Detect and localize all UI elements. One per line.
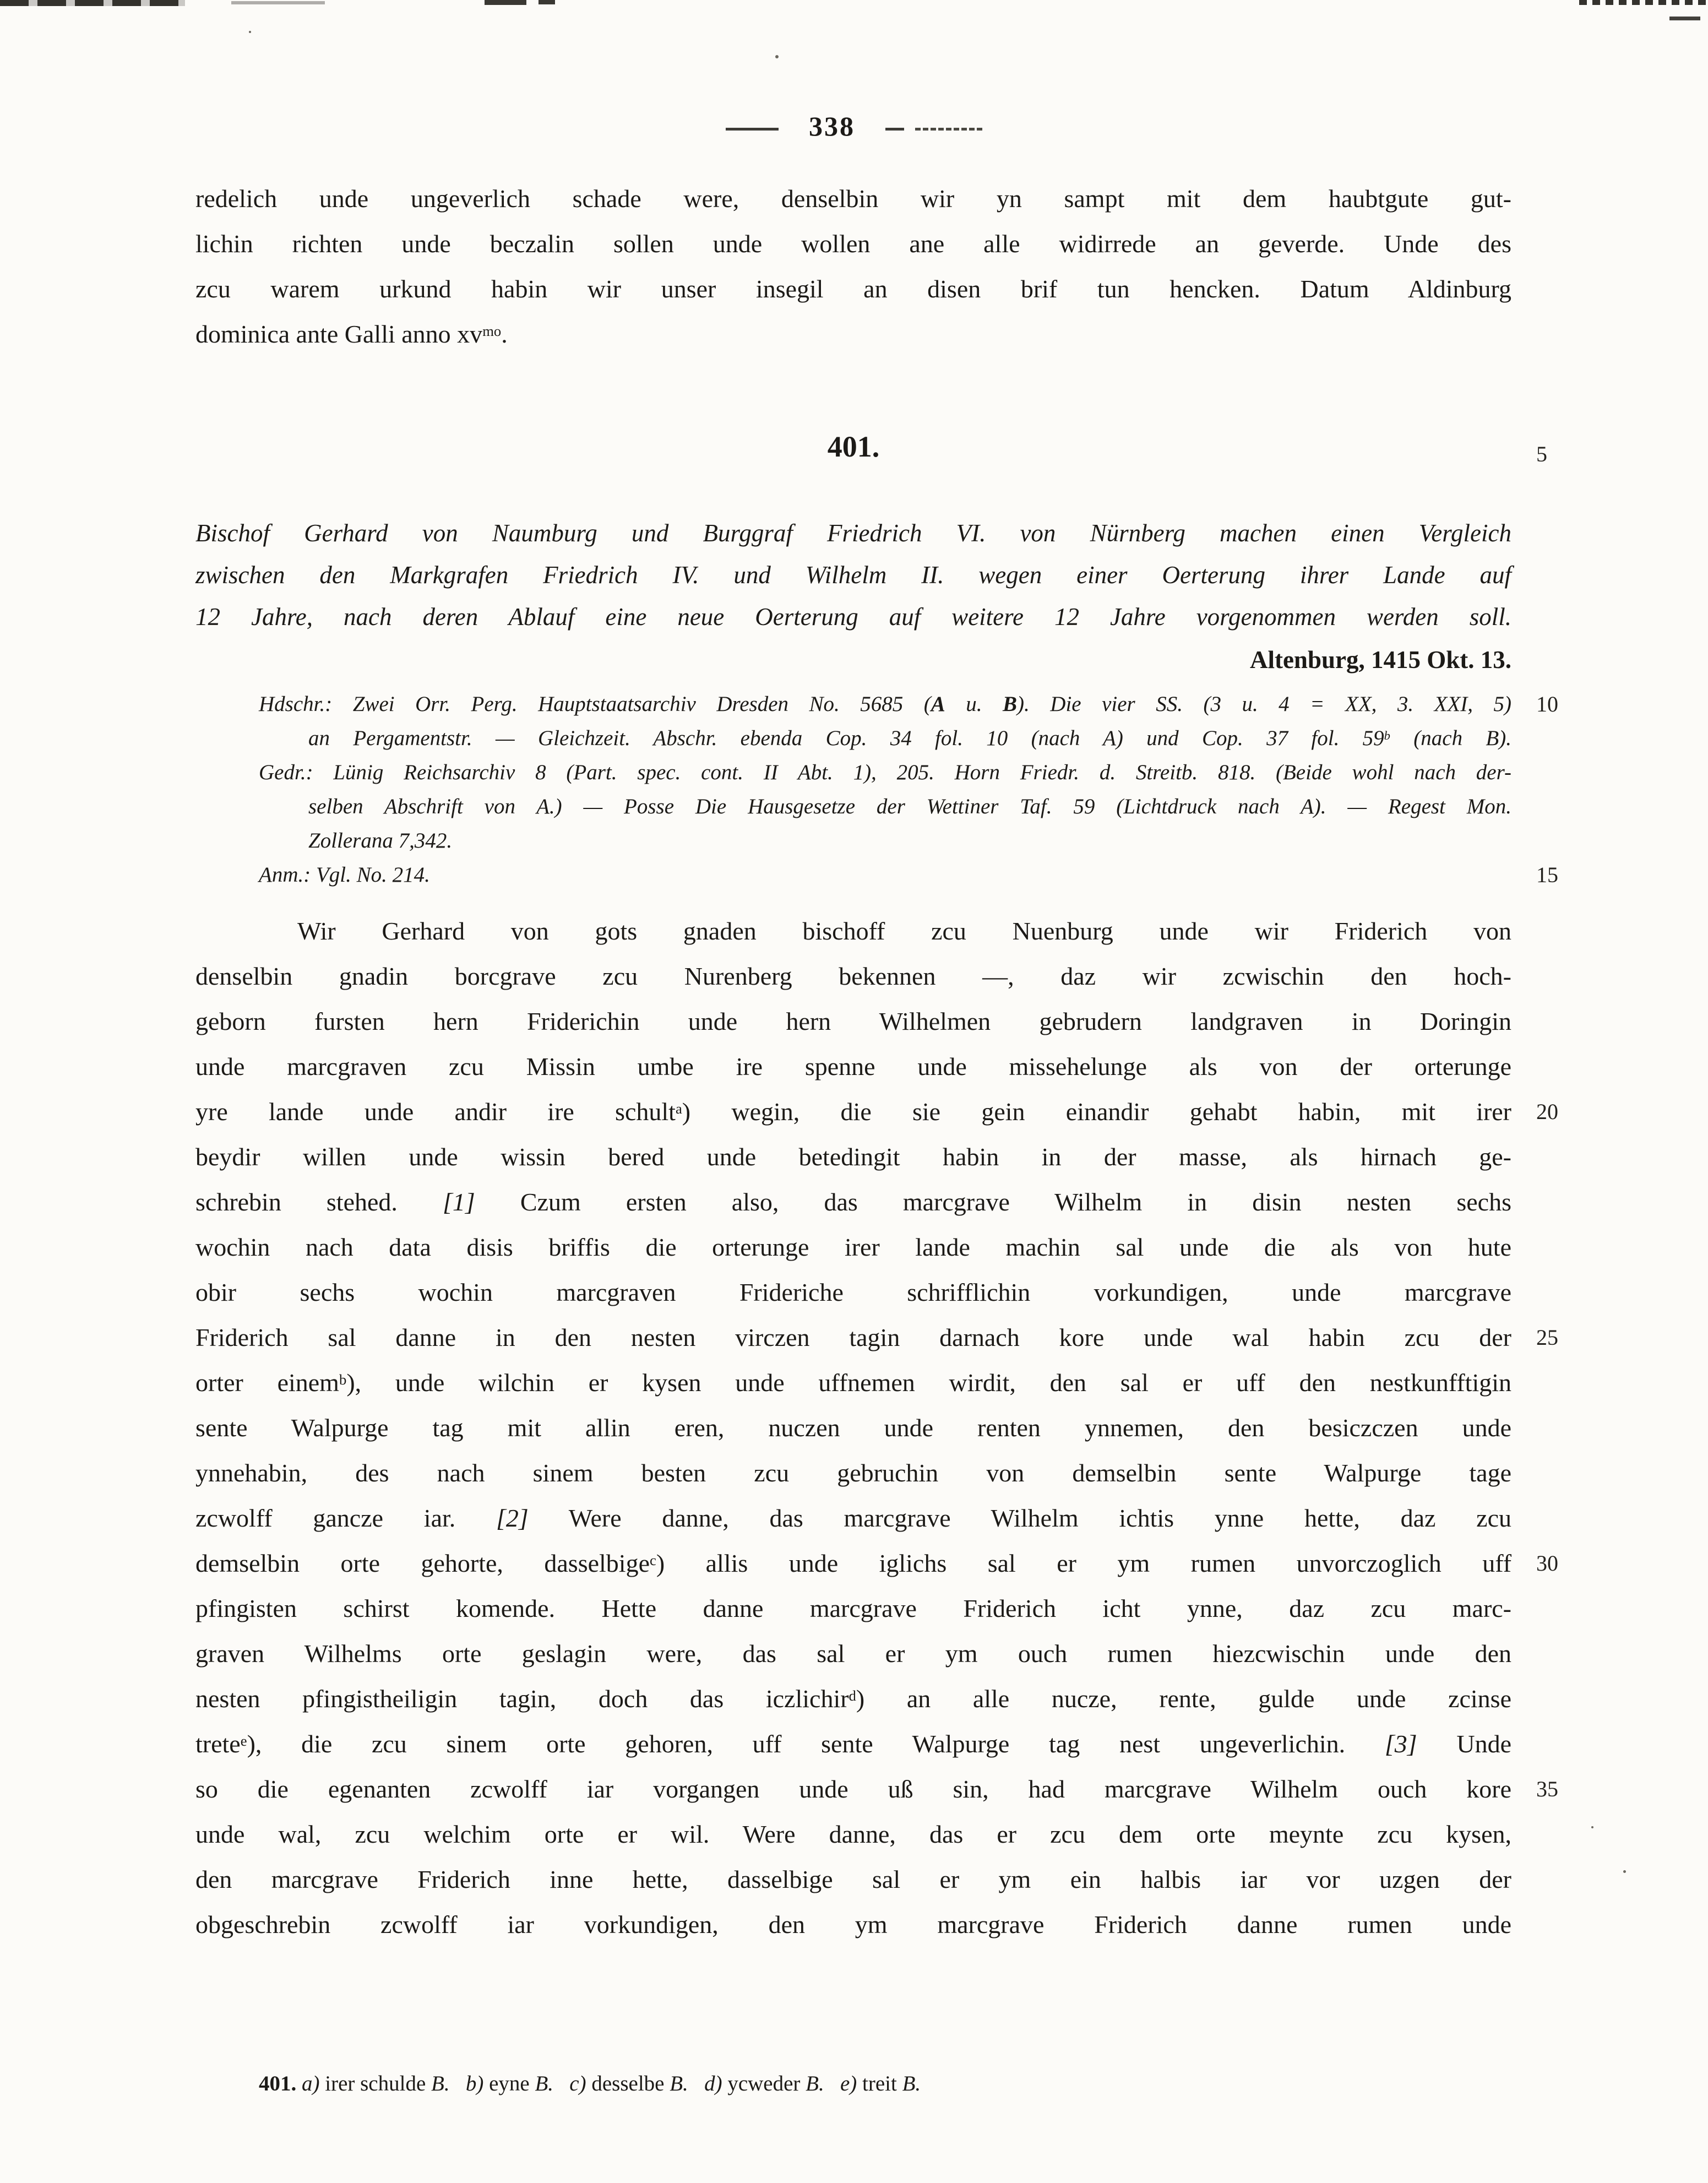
- scan-artifact-top-left: [0, 0, 185, 6]
- text-line: redelich unde ungeverlich schade were, denselbin wir yn sampt mit dem haubtgute gut-: [195, 184, 1511, 213]
- ink-speck: [775, 55, 779, 58]
- apparatus-anmerkung: [259, 858, 1558, 892]
- apparatus-gedruckt: [259, 756, 1511, 858]
- text-line: 12 Jahre, nach deren Ablauf eine neue Oerterung auf weitere 12 Jahre vorgenommen werden soll.: [195, 603, 1511, 631]
- place-and-date: Altenburg, 1415 Okt. 13.: [1249, 646, 1511, 674]
- text-line: obgeschrebin zcwolff iar vorkundigen, den ym marcgrave Friderich danne rumen unde: [195, 1910, 1511, 1938]
- text-line: obir sechs wochin marcgraven Frideriche schrifflichin vorkundigen, unde marcgrave: [195, 1278, 1511, 1306]
- text-line: trete$^e$), die zcu sinem orte gehoren, uff sente Walpurge tag nest ungeverlichin. [3] Unde: [195, 1730, 1511, 1758]
- scan-artifact-top-left-faint: [231, 1, 325, 4]
- text-line: ynnehabin, des nach sinem besten zcu gebruchin von demselbin sente Walpurge tage: [195, 1459, 1511, 1487]
- text-line: zcu warem urkund habin wir unser insegil an disen brif tun hencken. Datum Aldinburg: [195, 275, 1511, 303]
- ink-speck: [1623, 1870, 1626, 1873]
- text-line: schrebin stehed. [1] Czum ersten also, das marcgrave Wilhelm in disin nesten sechs: [195, 1188, 1511, 1216]
- document-number: 401.: [827, 430, 880, 463]
- critical-apparatus: [195, 687, 1558, 892]
- margin-line-number: 20: [1536, 1099, 1558, 1124]
- margin-line-number: 15: [1536, 862, 1558, 887]
- text-line: unde wal, zcu welchim orte er wil. Were danne, das er zcu dem orte meynte zcu kysen,: [195, 1820, 1511, 1848]
- text-line: Anm.: Vgl. No. 214. 15: [259, 858, 1511, 892]
- ink-speck: [249, 31, 251, 33]
- scan-artifact-top-center: [485, 0, 526, 5]
- document-body: [195, 909, 1558, 1947]
- header-rule-left: [726, 128, 779, 131]
- text-line: 401. a) irer schulde B. b) eyne B. c) desselbe B. d) ycweder B. e) treit B.: [259, 2072, 921, 2095]
- text-line: geborn fursten hern Friderichin unde hern Wilhelmen gebrudern landgraven in Doringin: [195, 1007, 1511, 1035]
- text-line: den marcgrave Friderich inne hette, dasselbige sal er ym ein halbis iar vor uzgen der: [195, 1865, 1511, 1893]
- margin-line-number: 35: [1536, 1777, 1558, 1801]
- scan-artifact-right-edge: [1669, 17, 1700, 20]
- text-line: selben Abschrift von A.) — Posse Die Hausgesetze der Wettiner Taf. 59 (Lichtdruck nach A). — Regest Mon.: [308, 795, 1511, 818]
- page-number: 338: [809, 111, 855, 142]
- ink-speck: [1591, 1826, 1593, 1828]
- text-line: beydir willen unde wissin bered unde betedingit habin in der masse, als hirnach ge-: [195, 1143, 1511, 1171]
- scan-artifact-top-right: [1579, 0, 1708, 5]
- document-dateline: [195, 642, 1511, 678]
- text-line: Wir Gerhard von gots gnaden bischoff zcu Nuenburg unde wir Friderich von: [297, 917, 1511, 945]
- text-line: zcwolff gancze iar. [2] Were danne, das marcgrave Wilhelm ichtis ynne hette, daz zcu: [195, 1504, 1511, 1532]
- text-line: zwischen den Markgrafen Friedrich IV. und Wilhelm II. wegen einer Oerterung ihrer Lande auf: [195, 561, 1511, 589]
- text-line: an Pergamentstr. — Gleichzeit. Abschr. ebenda Cop. 34 fol. 10 (nach A) und Cop. 37 fol. 59$^b$ (nach B).: [308, 726, 1511, 750]
- text-line: Gedr.: Lünig Reichsarchiv 8 (Part. spec. cont. II Abt. 1), 205. Horn Friedr. d. Streitb. 818. (Beide wohl nach der-: [259, 761, 1511, 784]
- footnote-variants: [195, 2070, 1511, 2098]
- scan-artifact-top-center-2: [538, 0, 555, 4]
- margin-line-number: 30: [1536, 1551, 1558, 1576]
- text-line: graven Wilhelms orte geslagin were, das sal er ym ouch rumen hiezcwischin unde den: [195, 1639, 1511, 1668]
- document-heading: [195, 428, 1547, 466]
- text-line: denselbin gnadin borcgrave zcu Nurenberg bekennen —, daz wir zcwischin den hoch-: [195, 962, 1511, 990]
- text-line: nesten pfingistheiligin tagin, doch das iczlichir$^d$) an alle nucze, rente, gulde unde zcinse: [195, 1685, 1511, 1713]
- text-line: Hdschr.: Zwei Orr. Perg. Hauptstaatsarchiv Dresden No. 5685 (A u. B). Die vier SS. (3 u. 4 = XX, 3. XXI, 5) 10: [259, 687, 1511, 721]
- text-line: Zollerana 7,342.: [308, 829, 453, 852]
- document-summary: [195, 512, 1511, 638]
- margin-line-number: 25: [1536, 1325, 1558, 1350]
- margin-line-number: 10: [1536, 692, 1558, 716]
- text-line: so die egenanten zcwolff iar vorgangen unde uß sin, had marcgrave Wilhelm ouch kore 35: [195, 1767, 1511, 1812]
- text-line: sente Walpurge tag mit allin eren, nuczen unde renten ynnemen, den besiczczen unde: [195, 1414, 1511, 1442]
- text-line: yre lande unde andir ire schult$^a$) wegin, die sie gein einandir gehabt habin, mit irer 20: [195, 1089, 1511, 1134]
- text-line: Bischof Gerhard von Naumburg und Burggraf Friedrich VI. von Nürnberg machen einen Vergleich: [195, 519, 1511, 547]
- header-dotted-rule-right: [915, 128, 982, 131]
- margin-line-number: 5: [1536, 442, 1547, 466]
- text-line: Friderich sal danne in den nesten virczen tagin darnach kore unde wal habin zcu der 25: [195, 1315, 1511, 1360]
- previous-document-ending: [195, 176, 1511, 357]
- text-line: orter einem$^b$), unde wilchin er kysen unde uffnemen wirdit, den sal er uff den nestkunfftigin: [195, 1369, 1512, 1397]
- apparatus-handschriften: [259, 687, 1558, 756]
- text-line: wochin nach data disis briffis die orterunge irer lande machin sal unde die als von hute: [195, 1233, 1511, 1261]
- text-line: pfingisten schirst komende. Hette danne marcgrave Friderich icht ynne, daz zcu marc-: [195, 1594, 1511, 1622]
- text-line: dominica ante Galli anno $xv^{mo}$.: [195, 320, 508, 348]
- text-line: lichin richten unde beczalin sollen unde wollen ane alle widirrede an geverde. Unde des: [195, 230, 1511, 258]
- text-line: unde marcgraven zcu Missin umbe ire spenne unde missehelunge als von der orterunge: [195, 1052, 1511, 1080]
- header-dash-right: [885, 128, 904, 131]
- page-header: [0, 109, 1708, 143]
- text-line: demselbin orte gehorte, dasselbige$^c$) allis unde iglichs sal er ym rumen unvorczoglich uff 30: [195, 1541, 1511, 1586]
